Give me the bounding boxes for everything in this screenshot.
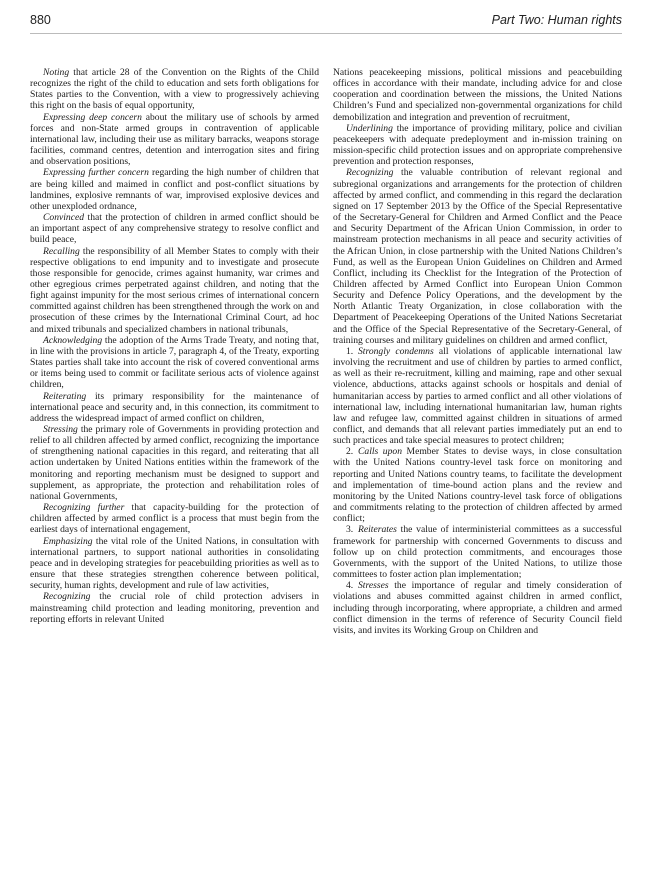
lead-phrase: Calls upon (358, 446, 402, 458)
lead-phrase: Recognizing (346, 167, 394, 179)
lead-phrase: Strongly condemns (358, 345, 434, 357)
page-number: 880 (30, 13, 51, 27)
paragraph-text: the valuable contribution of relevant regional and subregional organizations and arrangements for the protection of children affected by armed conflict, and commending in this regard the declaration signed on 17 September 2013 by the Office of the Special Representative of the Secretary-General for Children and Armed Conflict and the Peace and Security Department of the African Union Commission, in order to mainstream protection mechanisms in all peace and security activities of the African Union, in close partnership with the United Nations Children’s Fund, as well as the European Union Guidelines on Children and Armed Conflict, including its Checklist for the Integration of the Protection of Children affected by Armed Conflict into European Union Common Security and Defence Policy Operations, and the development by the North Atlantic Treaty Organization, in close collaboration with the Department of Peacekeeping Operations of the United Nations Secretariat and the Office of the Special Representative of the Secretary-General, of training courses and military guidelines on children and armed conflict, (333, 167, 622, 346)
paragraph-text: the primary role of Governments in providing protection and relief to all children affected by armed conflict, recognizing the importance of strengthening national capacities in this regard, and reiterating that all action undertaken by United Nations entities within the framework of the monitoring and reporting mechanism must be designed to support and supplement, as appropriate, the protection and rehabilitation roles of national Governments, (30, 424, 319, 502)
paragraph-text: that article 28 of the Convention on the Rights of the Child recognizes the right of the child to education and sets forth obligations for States parties to the Convention, with a view to progressively achieving this right on the basis of equal opportunity, (30, 67, 319, 112)
paragraph (30, 67, 319, 112)
paragraph (333, 580, 622, 636)
lead-phrase: Reiterates (358, 524, 397, 536)
paragraph (333, 346, 622, 446)
paragraph-text: the importance of regular and timely consideration of violations and abuses committed against children in armed conflict, including through incorporating, where appropriate, a children and armed conflict dimension in the terms of reference of Security Council field visits, and invites its Working Group on Children and (333, 580, 622, 636)
paragraph (333, 167, 622, 346)
paragraph (30, 335, 319, 391)
paragraph-text: the value of interministerial committees as a successful framework for partnership with concerned Governments to discuss and follow up on child protection commitments, and encourages those Governments, with the support of the United Nations, to utilize those committees to foster action plan implementation; (333, 524, 622, 581)
running-head: Part Two: Human rights (491, 13, 622, 27)
header-rule (30, 33, 622, 34)
paragraph-text: that capacity-building for the protection of children affected by armed conflict is a process that must begin from the earliest days of international engagement, (30, 502, 319, 536)
paragraph (30, 536, 319, 592)
paragraph (333, 123, 622, 168)
paragraph-text: its primary responsibility for the maintenance of international peace and security and, in this connection, its commitment to address the widespread impact of armed conflict on children, (30, 390, 319, 424)
paragraph-number: 2. (346, 446, 358, 458)
paragraph-text: regarding the high number of children that are being killed and maimed in conflict and post-conflict situations by landmines, explosive remnants of war, improvised explosive devices and other unexploded ordnance, (30, 167, 319, 212)
paragraph-text: the crucial role of child protection advisers in mainstreaming child protection and leading monitoring, prevention and reporting efforts in relevant United (30, 591, 319, 625)
lead-phrase: Stresses (358, 580, 389, 592)
paragraph (30, 591, 319, 624)
paragraph (333, 524, 622, 580)
paragraph (333, 446, 622, 524)
lead-phrase: Underlining (346, 122, 393, 134)
lead-phrase: Recalling (43, 245, 80, 257)
right-column (333, 67, 622, 636)
page-header (30, 0, 622, 50)
lead-phrase: Expressing further concern (43, 167, 149, 179)
paragraph (30, 424, 319, 502)
paragraph-text: the responsibility of all Member States to comply with their respective obligations to end impunity and to investigate and prosecute those responsible for genocide, crimes against humanity, war crimes and other egregious crimes perpetrated against children, and noting that the fight against impunity for the most serious crimes of international concern committed against children has been strengthened through the work on and prosecution of these crimes by the International Criminal Court, ad hoc and mixed tribunals and specialized chambers in national tribunals, (30, 245, 319, 335)
paragraph (30, 246, 319, 335)
paragraph-number: 1. (346, 345, 358, 357)
paragraph-text: Member States to devise ways, in close consultation with the United Nations country-level task force on monitoring and reporting and United Nations country teams, to facilitate the development and implementation of time-bound action plans and the review and monitoring by the United Nations country-level task force of obligations and commitments relating to the protection of children affected by armed conflict; (333, 446, 622, 525)
lead-phrase: Emphasizing (43, 535, 93, 547)
paragraph-text: the vital role of the United Nations, in consultation with international partners, to support national authorities in consolidating peace and in developing strategies for peacebuilding priorities as well as to ensure that these strategies strengthen coherence between political, security, human rights, development and rule of law activities, (30, 535, 319, 592)
body-columns (30, 67, 622, 636)
paragraph-text: the adoption of the Arms Trade Treaty, and noting that, in line with the provisions in article 7, paragraph 4, of the Treaty, exporting States parties shall take into account the risk of covered conventional arms or items being used to commit or facilitate serious acts of violence against children, (30, 334, 319, 391)
paragraph (333, 67, 622, 123)
paragraph-text: Nations peacekeeping missions, political missions and peacebuilding offices in accordance with their mandate, including advice for and close cooperation and coordination between the missions, the United Nations Children’s Fund and specialized non-governmental organizations for child demobilization and integration and prevention of recruitment, (333, 67, 622, 123)
paragraph (30, 167, 319, 212)
lead-phrase: Acknowledging (43, 334, 103, 346)
lead-phrase: Recognizing further (43, 502, 125, 514)
lead-phrase: Stressing (43, 424, 78, 435)
paragraph-number: 3. (346, 524, 358, 536)
lead-phrase: Convinced (43, 212, 85, 224)
paragraph-text: that the protection of children in armed conflict should be an important aspect of any comprehensive strategy to resolve conflict and build peace, (30, 212, 319, 246)
paragraph (30, 391, 319, 424)
paragraph (30, 112, 319, 168)
left-column (30, 67, 319, 636)
paragraph-text: all violations of applicable international law involving the recruitment and use of children by parties to armed conflict, as well as their re-recruitment, killing and maiming, rape and other sexual violence, abductions, attacks against schools or hospitals and denial of humanitarian access by parties to armed conflict and all other violations of international law, including international humanitarian law, human rights law and refugee law, committed against children in situations of armed conflict, and demands that all relevant parties immediately put an end to such practices and take special measures to protect children; (333, 345, 623, 447)
lead-phrase: Reiterating (43, 390, 87, 402)
paragraph-text: about the military use of schools by armed forces and non-State armed groups in contravention of applicable international law, including their use as military barracks, weapons storage facilities, command centres, detention and interrogation sites and firing and observation positions, (30, 111, 319, 168)
paragraph (30, 502, 319, 535)
lead-phrase: Noting (43, 67, 70, 78)
lead-phrase: Recognizing (43, 591, 91, 603)
paragraph-text: the importance of providing military, police and civilian peacekeepers with adequate predeployment and in-mission training on mission-specific child protection issues and on appropriate comprehensive prevention and protection responses, (333, 122, 622, 168)
lead-phrase: Expressing deep concern (43, 111, 142, 123)
paragraph (30, 212, 319, 245)
paragraph-number: 4. (346, 580, 358, 592)
